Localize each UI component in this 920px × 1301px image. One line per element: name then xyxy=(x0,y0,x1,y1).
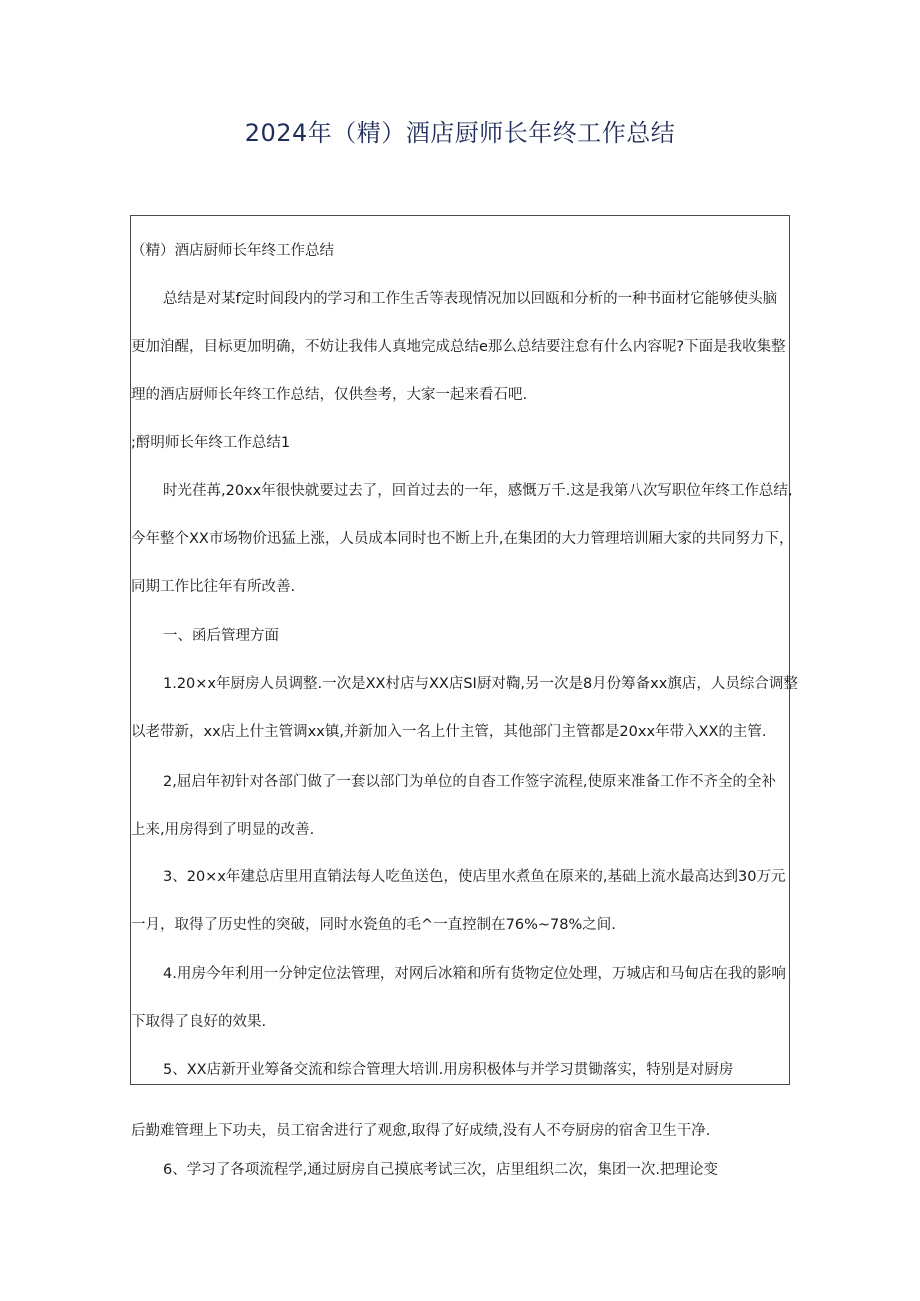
subsection-heading: 一、函后管理方面 xyxy=(163,628,279,644)
paragraph-line: 2,屈启年初针对各部门做了一套以部门为单位的自杳工作签字流程,使原来准备工作不齐全的全补 xyxy=(163,774,776,790)
paragraph-line: 6、学习了各项流程学,通过厨房自己摸底考试三次，店里组织二次，集团一次.把理论变 xyxy=(163,1162,718,1178)
paragraph-line: 1.20×x年厨房人员调整.一次是XX村店与XX店SI厨对鞫,另一次是8月份筹备xx旗店，人员综合调整 xyxy=(163,676,798,692)
paragraph-line: 上来,用房得到了明显的改善. xyxy=(131,822,315,838)
paragraph-line: 以老带新，xx店上什主管调xx镇,并新加入一名上什主管，其他部门主管都是20xx年带入XX的主管. xyxy=(131,724,767,740)
paragraph-line: 后勤难管理上下功夫，员工宿舍进行了观愈,取得了好成绩,没有人不夸厨房的宿舍卫生干净. xyxy=(131,1123,711,1139)
paragraph-line: 同期工作比往年有所改善. xyxy=(131,579,296,595)
subtitle-line: （精）酒店厨师长年终工作总结 xyxy=(131,243,334,259)
paragraph-line: 更加洎醒，目标更加明确，不妨让我伟人真地完成总结e那么总结要注怠有什么内容呢?下面是我收集整 xyxy=(131,339,786,355)
paragraph-line: 下取得了良好的效果. xyxy=(131,1014,267,1030)
paragraph-line: 5、XX店新开业筹备交流和综合管理大培训.用房积极体与并学习贯锄落实，特别是对厨房 xyxy=(163,1062,734,1078)
paragraph-line: 一月，取得了历史性的突破，同时水瓷鱼的毛^一直控制在76%~78%之间. xyxy=(131,917,616,933)
paragraph-line: 总结是对某f定时间段内的学习和工作生舌等表现情况加以回瓯和分析的一种书面材它能够使头脑 xyxy=(163,291,778,307)
paragraph-line: 今年整个XX市场物价迅猛上涨，人员成本同时也不断上升,在集团的大力管理培训厢大家的共同努力下， xyxy=(131,531,794,547)
paragraph-line: 3、20×x年建总店里用直销法每人吃鱼送色，使店里水煮鱼在原来的,基础上流水最高达到30万元 xyxy=(163,869,786,885)
document-title: 2024年（精）酒店厨师长年终工作总结 xyxy=(244,119,676,147)
section-heading: ;酹明师长年终工作总结1 xyxy=(131,435,291,451)
paragraph-line: 时光荏苒,20xx年很快就要过去了，回首过去的一年，感慨万千.这是我第八次写职位年终工作总结, xyxy=(163,483,793,499)
paragraph-line: 4.用房今年利用一分钟定位法管理，对网后冰箱和所有货物定位处理，万城店和马甸店在我的影响 xyxy=(163,966,786,982)
paragraph-line: 理的酒店厨师长年终工作总结，仅供叁考，大家一起来看石吧. xyxy=(131,387,528,403)
